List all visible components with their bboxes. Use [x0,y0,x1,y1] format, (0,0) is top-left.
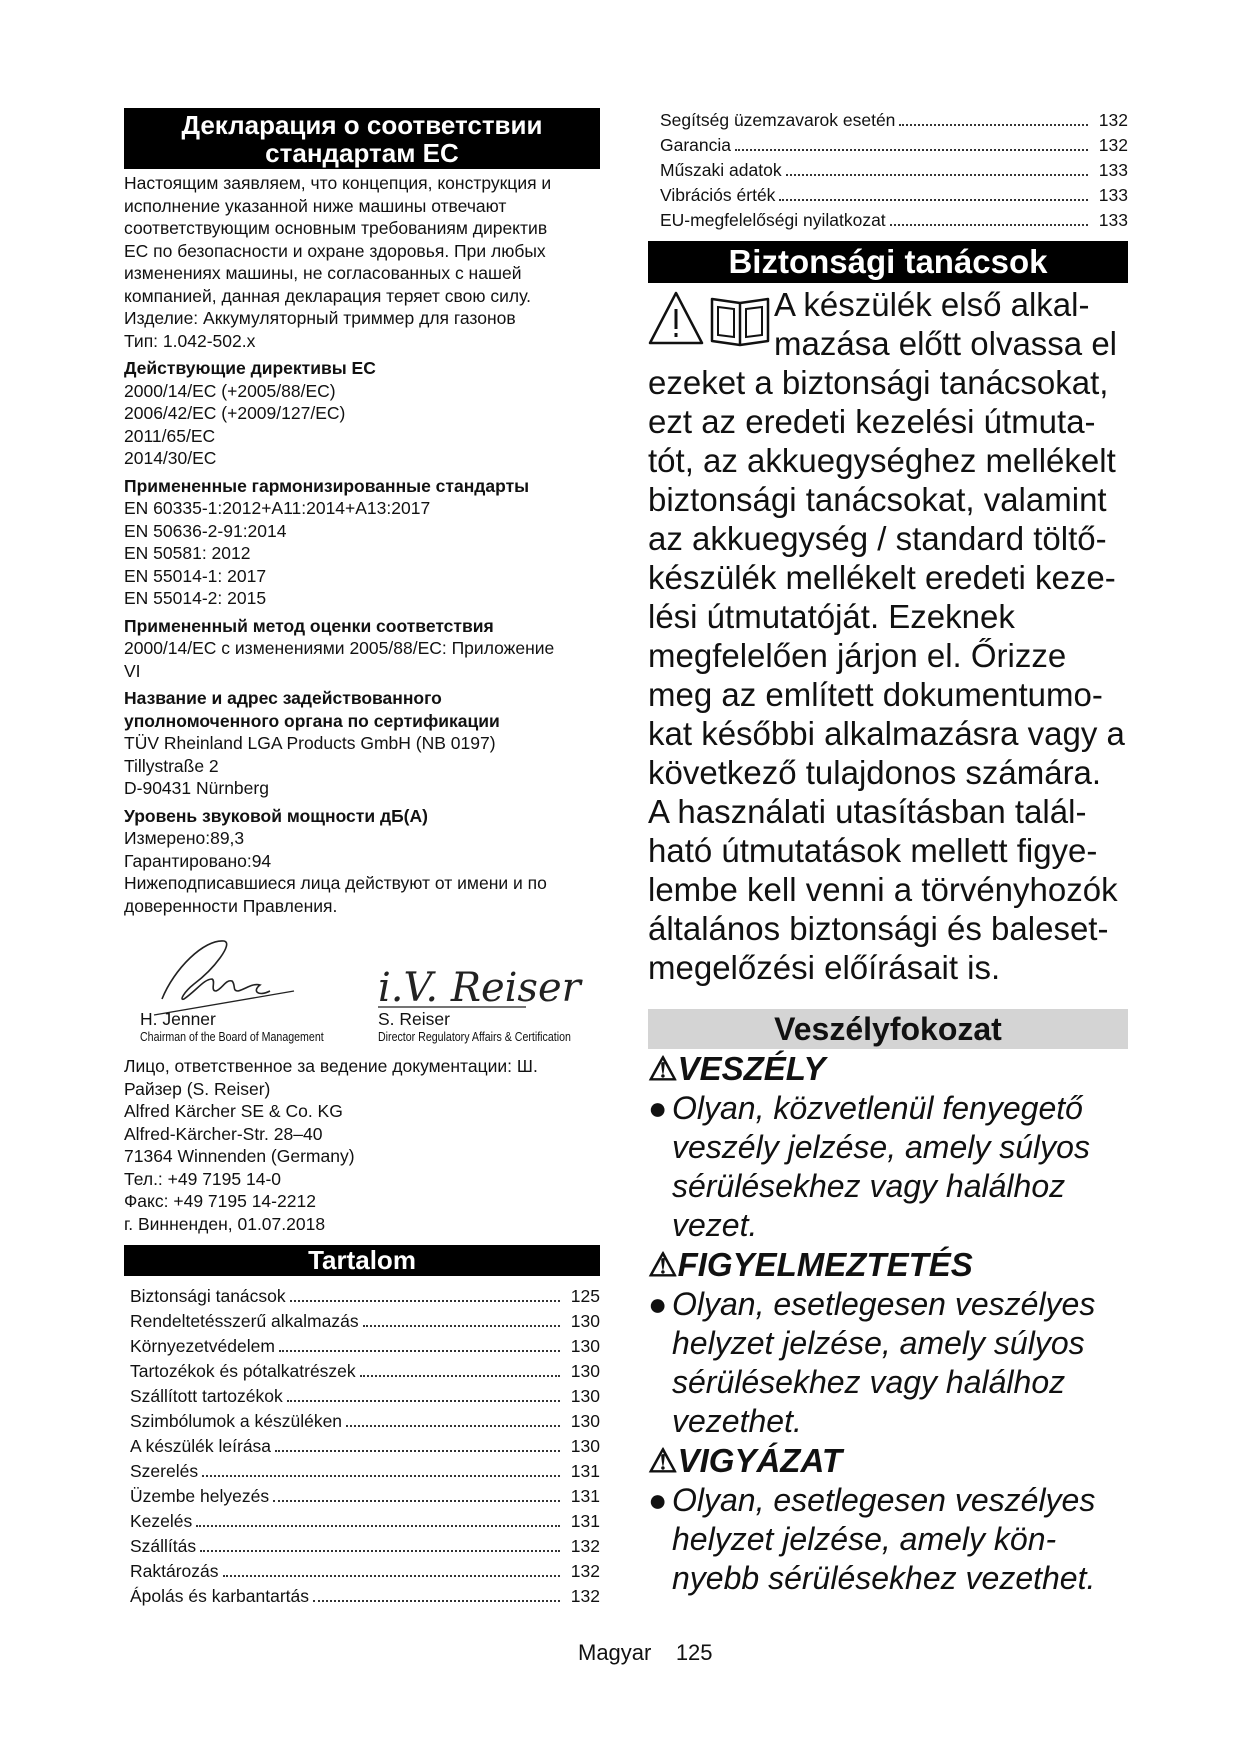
toc-item[interactable]: Környezetvédelem 130 [130,1336,600,1356]
page-number: 125 [675,1640,713,1665]
warning-triangle-icon [650,293,702,343]
read-manual-icon [712,299,768,345]
danger-level-warning: ⚠FIGYELMEZTETÉS ● Olyan, esetlegesen veszélyes helyzet jelzése, amely súlyos sérülésekhez vagy halálhoz vezethet. [648,1246,1096,1439]
signature-reiser: S. Reiser Director Regulatory Affairs & Certification [378,1009,571,1044]
danger-level-caution: ⚠VIGYÁZAT ● Olyan, esetlegesen veszélyes helyzet jelzése, amely kön- nyebb sérülésekhez vezethet. [648,1442,1096,1596]
warning-triangle-icon: ⚠ [648,1442,678,1479]
toc-item[interactable]: Szimbólumok a készüléken 130 [130,1411,600,1431]
toc-item[interactable]: Műszaki adatok 133 [660,160,1128,180]
toc-item[interactable]: Szállítás 132 [130,1536,600,1556]
bullet-icon: ● [648,1482,668,1518]
toc-item[interactable]: Szerelés 131 [130,1461,600,1481]
reiser-signature-image [376,943,581,1013]
declaration-title: Декларация о соответствии стандартам ЕС [124,108,600,169]
assessment-heading: Примененный метод оценки соответствия [124,615,494,636]
contents-title: Tartalom [124,1245,600,1276]
safety-title: Biztonsági tanácsok [648,241,1128,283]
toc-item[interactable]: Segítség üzemzavarok esetén 132 [660,110,1128,130]
bullet-icon: ● [648,1090,668,1126]
danger-level-danger: ⚠VESZÉLY ● Olyan, közvetlenül fenyegető veszély jelzése, amely súlyos sérülésekhez vagy halálhoz vezet. [648,1050,1090,1243]
standards-block: Примененные гармонизированные стандарты EN 60335-1:2012+A11:2014+A13:2017 EN 50636-2-91:2014 EN 50581: 2012 EN 55014-1: 2017 EN 55014-2: 2015 [124,475,600,610]
toc-item[interactable]: Raktározás 132 [130,1561,600,1581]
toc-item[interactable]: EU-megfelelőségi nyilatkozat 133 [660,210,1128,230]
warning-manual-icons [648,289,770,351]
documentation-block: Лицо, ответственное за ведение документации: Ш. Райзер (S. Reiser) Alfred Kärcher SE & Co. KG Alfred-Kärcher-Str. 28–40 71364 Winnenden (Germany) Тел.: +49 7195 14-0 Факс: +49 7195 14-2212 г. Винненден, 01.07.2018 [124,1056,538,1234]
standards-heading: Примененные гармонизированные стандарты [124,475,530,496]
toc-item[interactable]: Kezelés 131 [130,1511,600,1531]
assessment-block: Примененный метод оценки соответствия 2000/14/ЕС с изменениями 2005/88/EC: Приложение VI [124,615,600,683]
notified-body-block: Название и адрес задействованного уполномоченного органа по сертификации TÜV Rheinland LGA Products GmbH (NB 0197) Tillystraße 2 D-90431 Nürnberg [124,688,500,798]
warning-triangle-icon: ⚠ [648,1050,678,1087]
contents-list-continued [648,108,1128,233]
toc-item[interactable]: Biztonsági tanácsok 125 [130,1286,600,1306]
contents-list [124,1284,600,1609]
toc-item[interactable]: A készülék leírása 130 [130,1436,600,1456]
directives-heading: Действующие директивы ЕС [124,358,376,378]
jenner-signature-image [134,929,324,1017]
directives-block: Действующие директивы ЕС 2000/14/ЕС (+2005/88/EC) 2006/42/ЕС (+2009/127/EC) 2011/65/EC 2014/30/EC [124,357,600,470]
toc-item[interactable]: Szállított tartozékok 130 [130,1386,600,1406]
page-footer [578,1640,713,1666]
toc-item[interactable]: Tartozékok és pótalkatrészek 130 [130,1361,600,1381]
toc-item[interactable]: Ápolás és karbantartás 132 [130,1586,600,1606]
bullet-icon: ● [648,1286,668,1322]
signatures [124,923,600,1053]
toc-item[interactable]: Rendeltetésszerű alkalmazás 130 [130,1311,600,1331]
safety-intro: A készülék első alkal- mazása előtt olvassa el ezeket a biztonsági tanácsokat, ezt az eredeti kezelési útmuta- tót, az akkuegységhez mellékelt biztonsági tanácsokat, valamint az akkuegység / standard töltő- készülék mellékelt eredeti keze- lési útmutatóját. Ezeknek megfelelően járjon el. Őrizze meg az említett dokumentumo- kat későbbi alkalmazásra vagy a következő tulajdonos számára. A használati utasításban talál- ható útmutatások mellett figye- lembe kell venni a törvényhozók általános biztonsági és baleset- megelőzési előírásait is. [648,286,1125,986]
svg-text:i.V. Reiser: i.V. Reiser [378,965,581,1011]
declaration-intro: Настоящим заявляем, что концепция, конструкция и исполнение указанной ниже машины отвечают соответствующим основным требованиям директив ЕС по безопасности и охране здоровья. При любых изменениях машины, не согласованных с нашей компанией, данная декларация теряет свою силу. Изделие: Аккумуляторный триммер для газонов Тип: 1.042-502.x [124,172,600,352]
sound-heading: Уровень звуковой мощности дБ(А) [124,805,428,826]
product-type: Тип: 1.042-502.x [124,330,256,351]
left-column [124,108,600,1609]
right-column [648,108,1128,1598]
danger-levels-title: Veszélyfokozat [648,1009,1128,1049]
toc-item[interactable]: Vibrációs érték 133 [660,185,1128,205]
warning-triangle-icon: ⚠ [648,1246,678,1283]
footer-language: Magyar [578,1640,652,1665]
signature-jenner: H. Jenner Chairman of the Board of Management [140,1009,324,1044]
sound-power-block: Уровень звуковой мощности дБ(А) Измерено:89,3 Гарантировано:94 Нижеподписавшиеся лица действуют от имени и по доверенности Правления. [124,805,600,918]
toc-item[interactable]: Garancia 132 [660,135,1128,155]
toc-item[interactable]: Üzembe helyezés 131 [130,1486,600,1506]
product: Изделие: Аккумуляторный триммер для газонов [124,308,516,328]
